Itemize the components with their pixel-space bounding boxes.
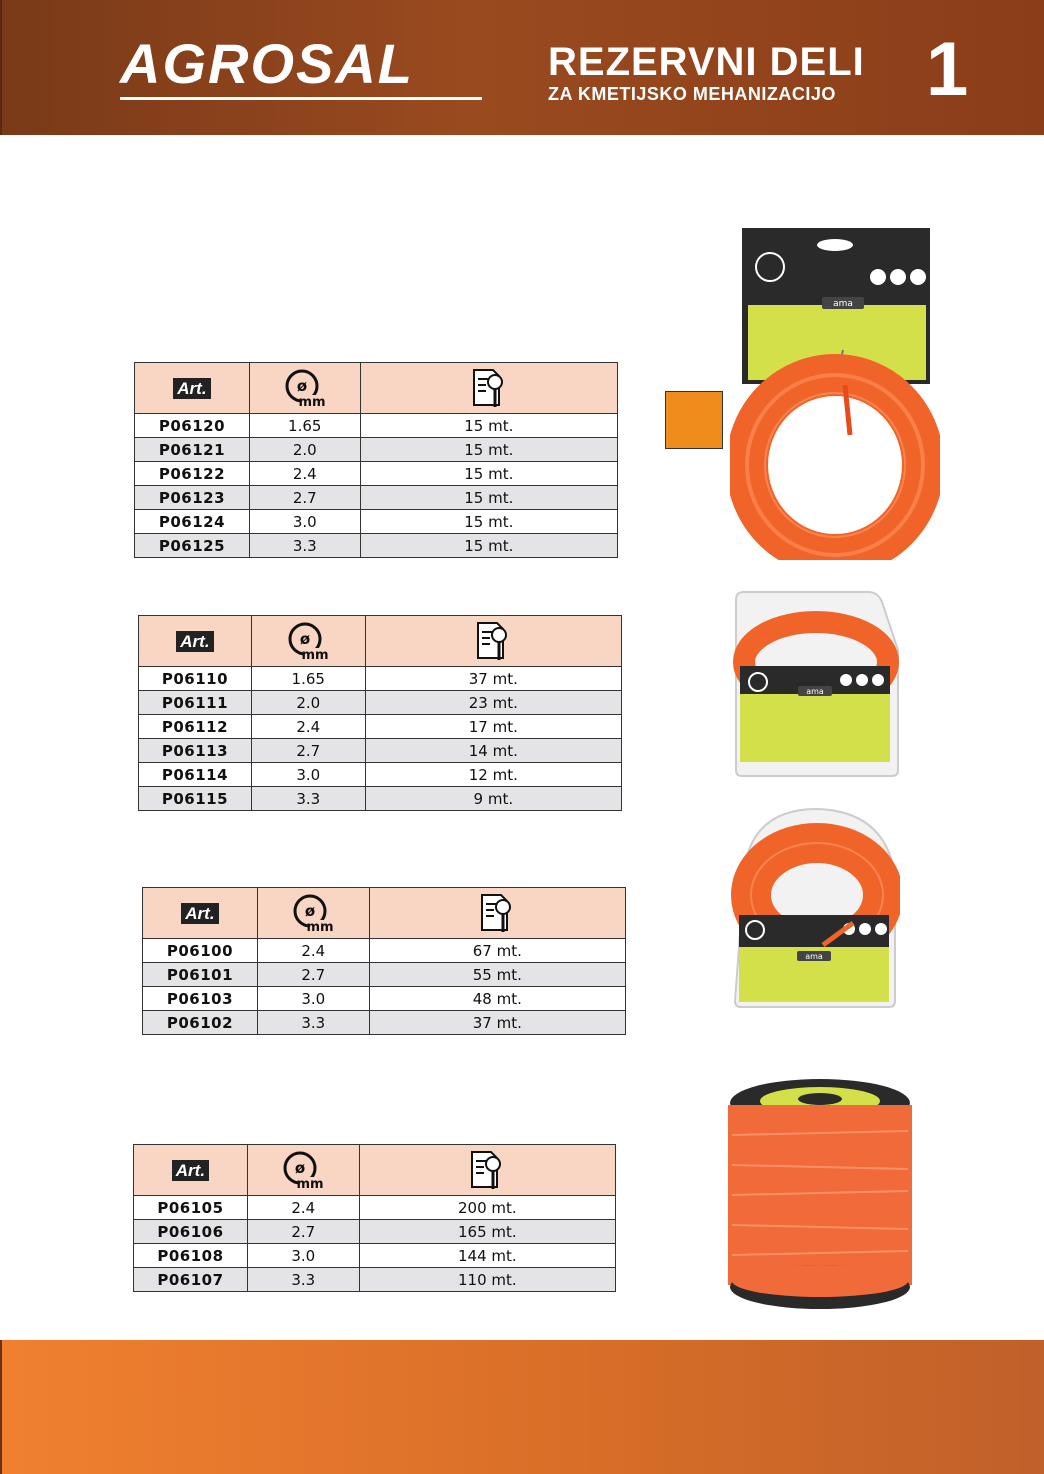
article-code: P06120	[135, 414, 250, 438]
length-header	[369, 888, 625, 939]
table-header-row	[134, 1145, 616, 1196]
article-code: P06111	[139, 691, 252, 715]
art-label: Art.	[173, 378, 210, 399]
table-row	[135, 534, 618, 558]
diameter-header	[247, 1145, 359, 1196]
table-row	[134, 1196, 616, 1220]
article-code: P06101	[143, 963, 258, 987]
product-table-3	[142, 887, 626, 1035]
package-brand: ama	[805, 952, 823, 961]
length-header	[359, 1145, 615, 1196]
package-brand: ama	[833, 299, 853, 309]
package-brand: ama	[806, 687, 824, 696]
diameter-value: 3.3	[247, 1268, 359, 1292]
table-header-row	[143, 888, 626, 939]
length-value: 110 mt.	[359, 1268, 615, 1292]
color-swatch	[665, 391, 723, 449]
diameter-header	[251, 616, 365, 667]
length-value: 165 mt.	[359, 1220, 615, 1244]
article-code: P06105	[134, 1196, 248, 1220]
art-header	[135, 363, 250, 414]
catalog-subtitle: ZA KMETIJSKO MEHANIZACIJO	[548, 84, 836, 104]
chapter-number: 1	[926, 27, 969, 112]
catalog-title: REZERVNI DELI	[548, 40, 865, 84]
diameter-value: 2.0	[251, 691, 365, 715]
length-value: 15 mt.	[360, 534, 617, 558]
diameter-unit: mm	[298, 395, 326, 409]
brand-underline	[120, 97, 482, 100]
table-row	[135, 462, 618, 486]
table-row	[139, 787, 622, 811]
article-code: P06100	[143, 939, 258, 963]
diameter-unit: mm	[301, 648, 329, 662]
measure-document-icon	[469, 1149, 505, 1191]
diameter-unit: mm	[296, 1177, 324, 1191]
diameter-icon	[288, 892, 338, 934]
diameter-icon	[278, 1149, 328, 1191]
diameter-value: 1.65	[251, 667, 365, 691]
article-code: P06114	[139, 763, 252, 787]
product-table-1	[134, 362, 618, 558]
trimmer-line-donut-image	[725, 805, 900, 1010]
table-row	[134, 1268, 616, 1292]
art-header	[134, 1145, 248, 1196]
diameter-unit: mm	[306, 920, 334, 934]
article-code: P06125	[135, 534, 250, 558]
diameter-header	[249, 363, 360, 414]
diameter-value: 3.3	[249, 534, 360, 558]
page-footer	[0, 1340, 1044, 1474]
product-table-4	[133, 1144, 616, 1292]
article-code: P06107	[134, 1268, 248, 1292]
length-value: 14 mt.	[365, 739, 621, 763]
diameter-value: 2.4	[247, 1196, 359, 1220]
length-value: 37 mt.	[369, 1011, 625, 1035]
art-label: Art.	[176, 631, 213, 652]
table-row	[143, 963, 626, 987]
length-value: 15 mt.	[360, 414, 617, 438]
article-code: P06108	[134, 1244, 248, 1268]
length-value: 37 mt.	[365, 667, 621, 691]
diameter-symbol: ø	[295, 1159, 306, 1177]
article-code: P06110	[139, 667, 252, 691]
art-header	[139, 616, 252, 667]
trimmer-line-card-image	[730, 225, 940, 560]
diameter-value: 2.7	[249, 486, 360, 510]
length-value: 67 mt.	[369, 939, 625, 963]
diameter-symbol: ø	[300, 630, 311, 648]
measure-document-icon	[479, 892, 515, 934]
diameter-value: 3.0	[249, 510, 360, 534]
diameter-value: 3.3	[251, 787, 365, 811]
brand-logo: AGROSAL	[120, 32, 414, 95]
length-value: 144 mt.	[359, 1244, 615, 1268]
table-row	[139, 691, 622, 715]
art-label: Art.	[172, 1160, 209, 1181]
table-row	[139, 667, 622, 691]
diameter-value: 2.4	[257, 939, 369, 963]
diameter-icon	[283, 620, 333, 662]
article-code: P06112	[139, 715, 252, 739]
page-header	[0, 0, 1044, 135]
diameter-value: 2.7	[247, 1220, 359, 1244]
diameter-value: 3.3	[257, 1011, 369, 1035]
table-row	[135, 486, 618, 510]
table-row	[139, 715, 622, 739]
diameter-value: 3.0	[251, 763, 365, 787]
table-row	[143, 939, 626, 963]
trimmer-line-spool-image	[722, 1075, 917, 1310]
diameter-symbol: ø	[296, 377, 307, 395]
measure-document-icon	[471, 367, 507, 409]
length-value: 9 mt.	[365, 787, 621, 811]
measure-document-icon	[475, 620, 511, 662]
length-value: 12 mt.	[365, 763, 621, 787]
length-value: 200 mt.	[359, 1196, 615, 1220]
diameter-icon	[280, 367, 330, 409]
diameter-symbol: ø	[305, 902, 316, 920]
table-row	[143, 1011, 626, 1035]
length-value: 23 mt.	[365, 691, 621, 715]
diameter-value: 2.7	[251, 739, 365, 763]
table-row	[143, 987, 626, 1011]
length-value: 15 mt.	[360, 486, 617, 510]
article-code: P06123	[135, 486, 250, 510]
table-row	[139, 739, 622, 763]
product-table-2	[138, 615, 622, 811]
diameter-value: 2.4	[251, 715, 365, 739]
trimmer-line-clamshell-image	[728, 590, 906, 780]
article-code: P06113	[139, 739, 252, 763]
diameter-value: 2.0	[249, 438, 360, 462]
article-code: P06124	[135, 510, 250, 534]
length-value: 15 mt.	[360, 438, 617, 462]
table-row	[134, 1244, 616, 1268]
article-code: P06102	[143, 1011, 258, 1035]
table-row	[135, 414, 618, 438]
table-row	[134, 1220, 616, 1244]
length-value: 17 mt.	[365, 715, 621, 739]
length-value: 55 mt.	[369, 963, 625, 987]
article-code: P06106	[134, 1220, 248, 1244]
length-value: 15 mt.	[360, 462, 617, 486]
art-label: Art.	[181, 903, 218, 924]
diameter-value: 1.65	[249, 414, 360, 438]
table-row	[135, 438, 618, 462]
article-code: P06103	[143, 987, 258, 1011]
diameter-value: 3.0	[247, 1244, 359, 1268]
diameter-value: 3.0	[257, 987, 369, 1011]
article-code: P06122	[135, 462, 250, 486]
article-code: P06115	[139, 787, 252, 811]
table-row	[139, 763, 622, 787]
diameter-header	[257, 888, 369, 939]
table-row	[135, 510, 618, 534]
article-code: P06121	[135, 438, 250, 462]
length-header	[360, 363, 617, 414]
diameter-value: 2.7	[257, 963, 369, 987]
length-value: 15 mt.	[360, 510, 617, 534]
art-header	[143, 888, 258, 939]
table-header-row	[139, 616, 622, 667]
table-header-row	[135, 363, 618, 414]
length-header	[365, 616, 621, 667]
length-value: 48 mt.	[369, 987, 625, 1011]
diameter-value: 2.4	[249, 462, 360, 486]
